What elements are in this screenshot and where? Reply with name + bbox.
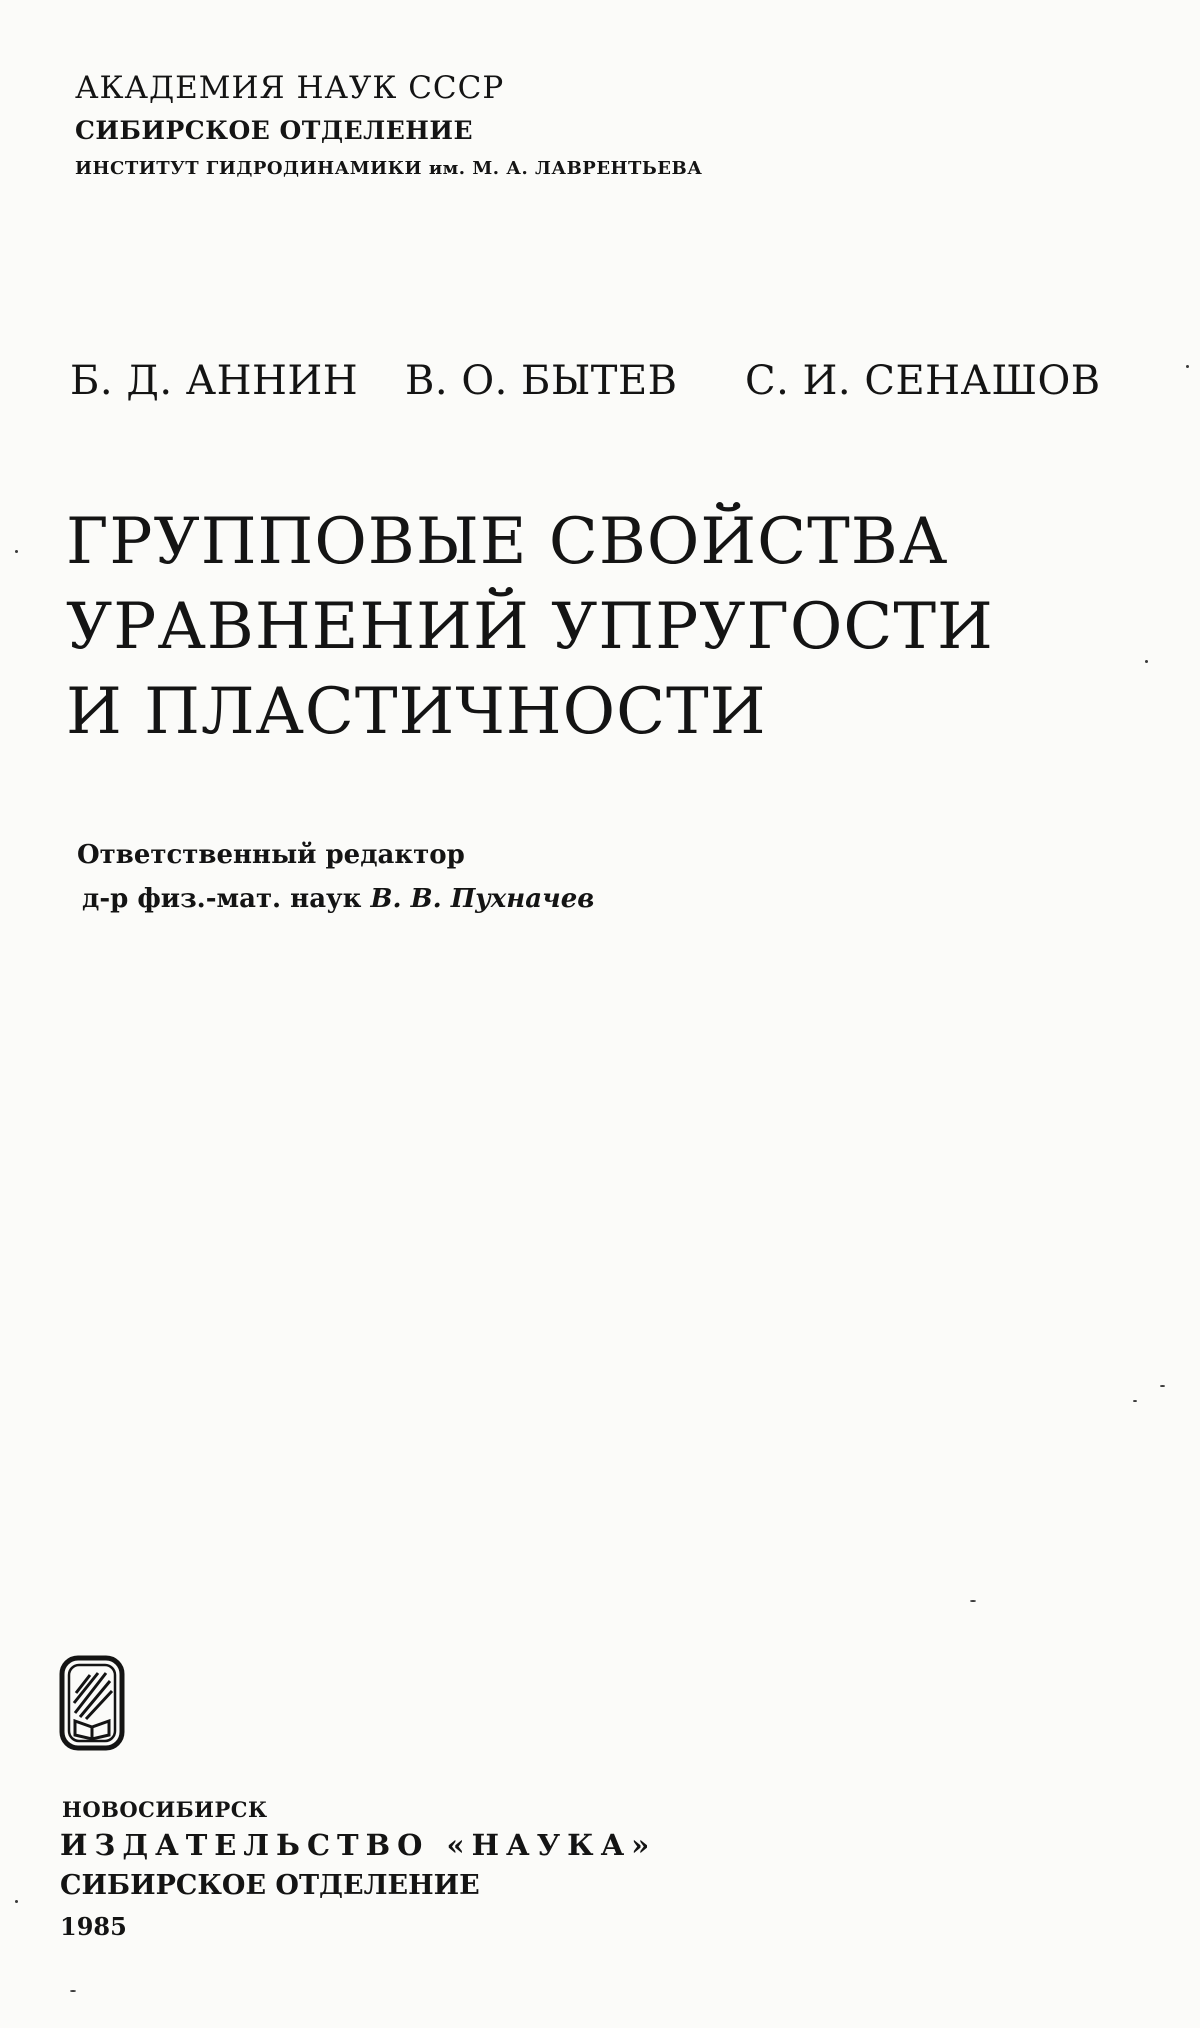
editor-degree: д-р физ.-мат. наук	[82, 884, 362, 914]
publisher-city: НОВОСИБИРСК	[62, 1797, 268, 1822]
academy-name: АКАДЕМИЯ НАУК СССР	[75, 70, 505, 106]
publisher-emblem-icon	[58, 1655, 126, 1751]
academy-branch: СИБИРСКОЕ ОТДЕЛЕНИЕ	[75, 116, 474, 145]
publication-year: 1985	[60, 1912, 127, 1941]
print-speck	[1133, 1400, 1137, 1402]
print-speck	[15, 550, 18, 553]
editor-credit	[82, 884, 594, 914]
print-speck	[15, 1900, 18, 1903]
print-speck	[1186, 365, 1189, 368]
author-1: Б. Д. АННИН	[70, 358, 359, 404]
book-title-line-1: ГРУППОВЫЕ СВОЙСТВА	[66, 505, 949, 579]
print-speck	[1145, 660, 1148, 663]
author-3: С. И. СЕНАШОВ	[745, 358, 1101, 404]
editor-role: Ответственный редактор	[77, 840, 465, 870]
print-speck	[1160, 1385, 1165, 1387]
institute-name: ИНСТИТУТ ГИДРОДИНАМИКИ им. М. А. ЛАВРЕНТЬЕВА	[75, 158, 703, 179]
publisher-name: ИЗДАТЕЛЬСТВО «НАУКА»	[60, 1828, 657, 1862]
book-title-line-3: И ПЛАСТИЧНОСТИ	[66, 675, 767, 749]
print-speck	[970, 1600, 976, 1602]
print-speck	[70, 1990, 76, 1992]
book-title-line-2: УРАВНЕНИЙ УПРУГОСТИ	[66, 590, 994, 664]
editor-name: В. В. Пухначев	[370, 884, 595, 914]
author-2: В. О. БЫТЕВ	[405, 358, 678, 404]
publisher-branch: СИБИРСКОЕ ОТДЕЛЕНИЕ	[60, 1870, 480, 1901]
